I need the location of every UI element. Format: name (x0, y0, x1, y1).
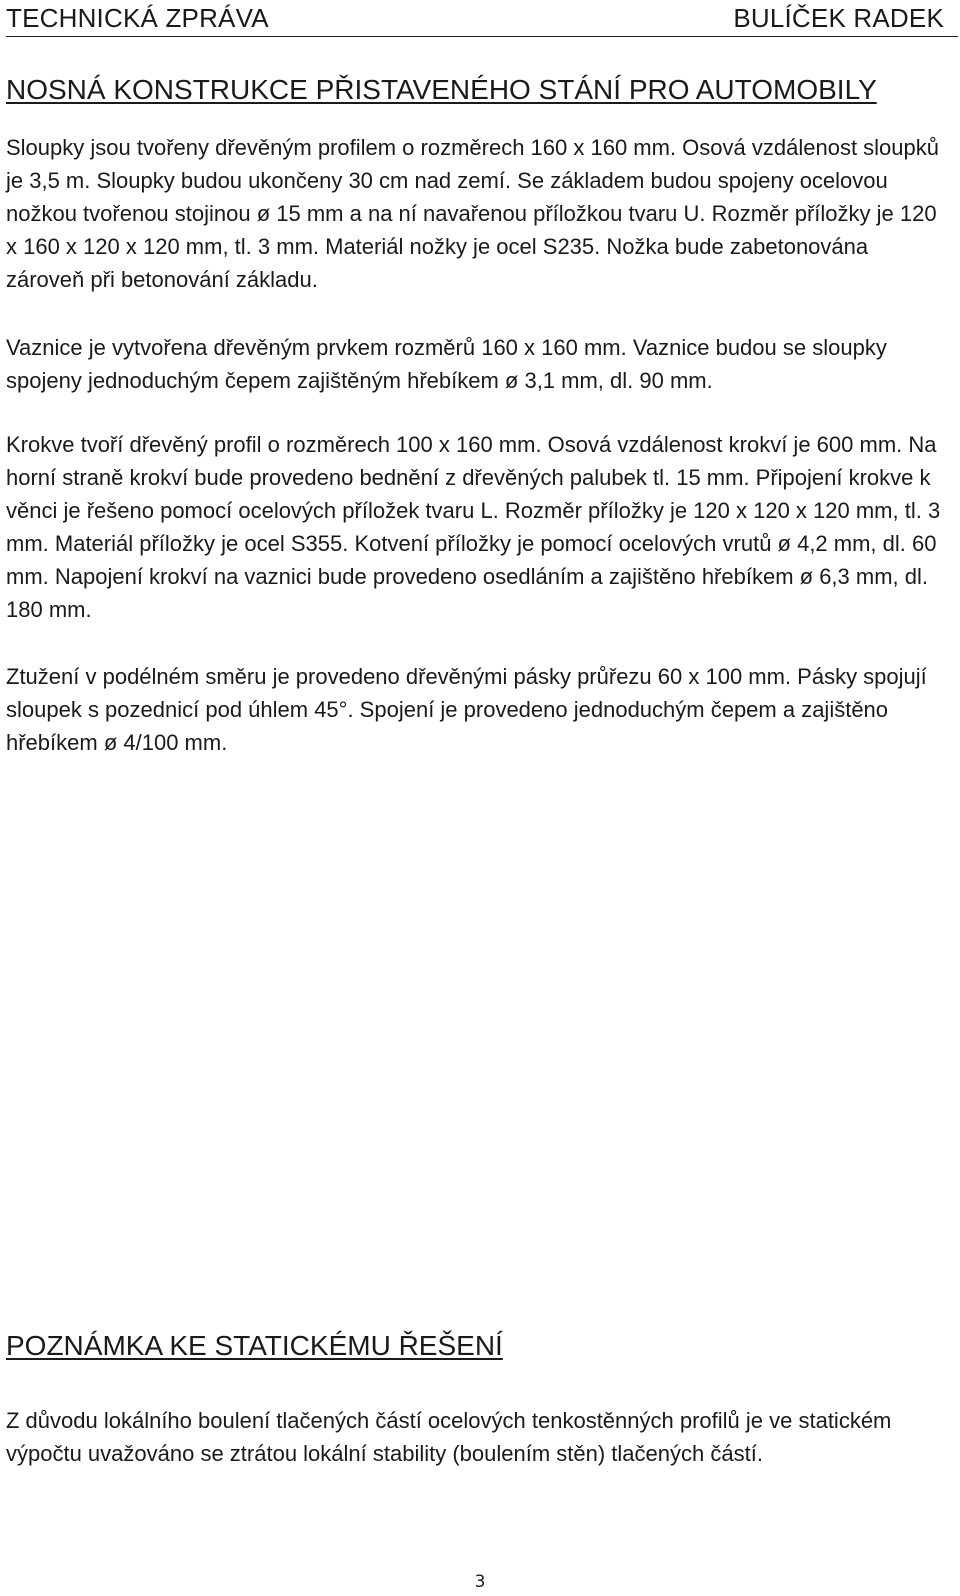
paragraph-rafters: Krokve tvoří dřevěný profil o rozměrech 100 x 160 mm. Osová vzdálenost krokví je 600 mm. Na horní straně krokví bude provedeno bednění z dřevěných palubek tl. 15 mm. Připojení krokve k věnci je řešeno pomocí ocelových příložek tvaru L. Rozměr příložky je 120 x 120 x 120 mm, tl. 3 mm. Materiál příložky je ocel S355. Kotvení příložky je pomocí ocelových vrutů ø 4,2 mm, dl. 60 mm. Napojení krokví na vaznici bude provedeno osedláním a zajištěno hřebíkem ø 6,3 mm, dl. 180 mm. (6, 432, 941, 622)
page-number: 3 (474, 1572, 486, 1592)
paragraph-purlin: Vaznice je vytvořena dřevěným prvkem rozměrů 160 x 160 mm. Vaznice budou se sloupky spojeny jednoduchým čepem zajištěným hřebíkem ø 3,1 mm, dl. 90 mm. (6, 335, 887, 393)
paragraph-static-note: Z důvodu lokálního boulení tlačených částí ocelových tenkostěnných profilů je ve statickém výpočtu uvažováno se ztrátou lokální stability (boulením stěn) tlačených částí. (6, 1408, 892, 1466)
author-name: BULÍČEK RADEK (733, 3, 944, 33)
document-type-label: TECHNICKÁ ZPRÁVA (6, 3, 269, 33)
page-header (6, 0, 958, 37)
section-title-structure: NOSNÁ KONSTRUKCE PŘISTAVENÉHO STÁNÍ PRO AUTOMOBILY (6, 74, 877, 105)
paragraph-bracing: Ztužení v podélném směru je provedeno dřevěnými pásky průřezu 60 x 100 mm. Pásky spojují sloupek s pozednicí pod úhlem 45°. Spojení je provedeno jednoduchým čepem a zajištěno hřebíkem ø 4/100 mm. (6, 664, 927, 755)
section-title-static-note: POZNÁMKA KE STATICKÉMU ŘEŠENÍ (6, 1330, 503, 1361)
paragraph-columns: Sloupky jsou tvořeny dřevěným profilem o rozměrech 160 x 160 mm. Osová vzdálenost sloupků je 3,5 m. Sloupky budou ukončeny 30 cm nad zemí. Se základem budou spojeny ocelovou nožkou tvořenou stojinou ø 15 mm a na ní navařenou příložkou tvaru U. Rozměr příložky je 120 x 160 x 120 x 120 mm, tl. 3 mm. Materiál nožky je ocel S235. Nožka bude zabetonována zároveň při betonování základu. (6, 135, 939, 292)
